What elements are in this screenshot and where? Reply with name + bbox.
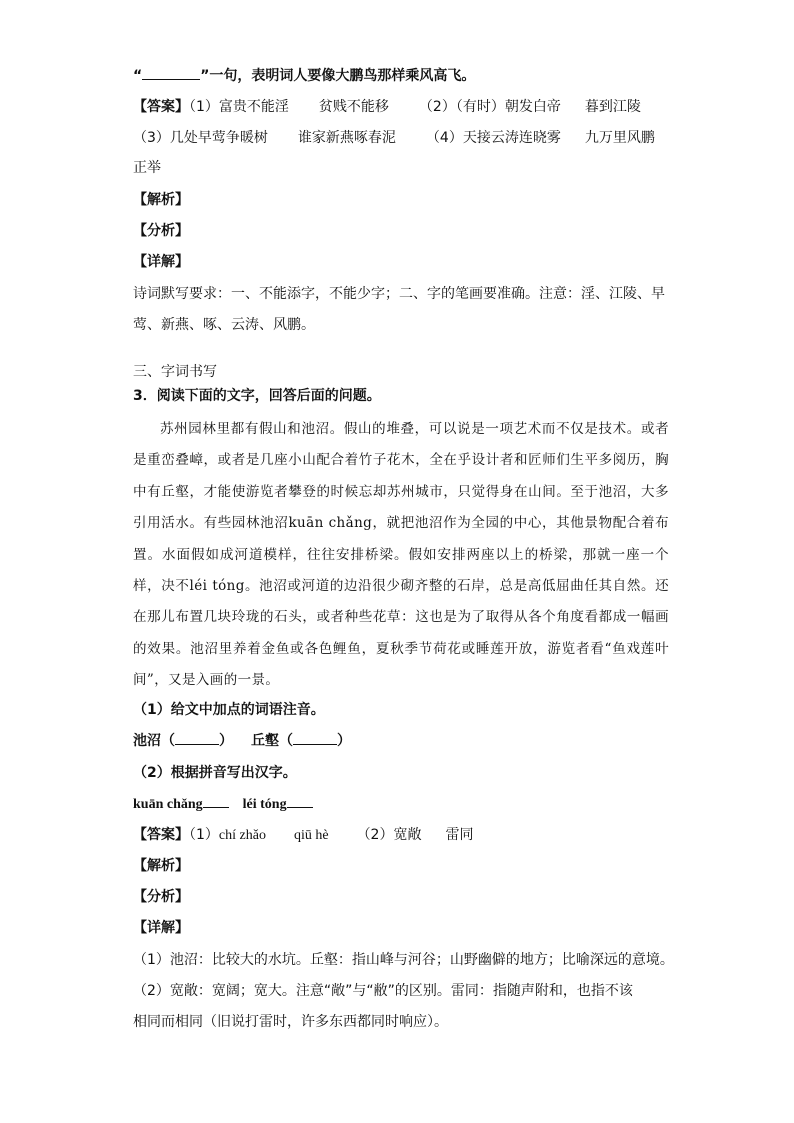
answer-part: （1）富贵不能淫 bbox=[189, 99, 289, 115]
word-item: 丘壑（ bbox=[251, 733, 293, 749]
answer-part: （4）天接云涛连晓雾 bbox=[425, 130, 561, 146]
analysis-label: 【解析】 bbox=[133, 858, 189, 874]
answer-part: （2）宽敞 bbox=[356, 827, 422, 843]
close-paren: ） bbox=[337, 733, 351, 749]
answer-part: qiū hè bbox=[293, 828, 329, 843]
close-paren: ） bbox=[219, 733, 233, 749]
section-title: 三、字词书写 bbox=[133, 364, 217, 380]
answer-part: 谁家新燕啄春泥 bbox=[297, 130, 396, 146]
detail-label: 【详解】 bbox=[133, 254, 189, 270]
answer-part: 贫贱不能移 bbox=[318, 99, 389, 115]
pinyin-item: kuān chǎng bbox=[133, 797, 203, 812]
open-quote: “ bbox=[133, 68, 143, 84]
reading-passage: 苏州园林里都有假山和池沼。假山的堆叠，可以说是一项艺术而不仅是技术。或者是重峦叠嶂，或者是几座小山配合着竹子花木，全在乎设计者和匠师们生平多阅历，胸中有丘壑，才能使游览者攀登的时候忘却苏州城市，只觉得身在山间。至于池沼，大多引用活水。有些园林池沼kuān chǎng，就把池沼作为全园的中心，其他景物配合着布置。水面假如成河道模样，往往安排桥梁。假如安排两座以上的桥梁，那就一座一个样，决不léi tóng。池沼或河道的边沿很少砌齐整的石岸，总是高低屈曲任其自然。还在那儿布置几块玲珑的石头，或者种些花草：这也是为了取得从各个角度看都成一幅画的效果。池沼里养着金鱼或各色鲤鱼，夏秋季节荷花或睡莲开放，游览者看“鱼戏莲叶间”，又是入画的一景。 bbox=[133, 421, 669, 689]
answer-part: 九万里风鹏 bbox=[584, 130, 655, 146]
pinyin-items bbox=[133, 794, 313, 815]
answer-part: （1） bbox=[189, 827, 219, 843]
answer-part: 暮到江陵 bbox=[584, 99, 641, 115]
question-title: 3．阅读下面的文字，回答后面的问题。 bbox=[133, 388, 381, 404]
detail-text: 莺、新燕、啄、云涛、风鹏。 bbox=[133, 317, 315, 333]
detail-text: （1）池沼：比较大的水坑。丘壑：指山峰与河谷；山野幽僻的地方；比喻深远的意境。 bbox=[133, 952, 674, 968]
subquestion-1-items bbox=[133, 731, 351, 751]
fill-blank bbox=[203, 807, 229, 808]
detail-label: 【详解】 bbox=[133, 920, 189, 936]
section3-answer-line bbox=[133, 825, 473, 846]
fenxi-label: 【分析】 bbox=[133, 223, 189, 239]
subquestion-2: （2）根据拼音写出汉字。 bbox=[133, 765, 297, 781]
q2-question-continuation bbox=[133, 66, 475, 86]
answer-part: 正举 bbox=[133, 160, 161, 176]
answer-label: 【答案】 bbox=[133, 827, 189, 843]
answer-part: chí zhǎo bbox=[218, 828, 266, 843]
answer-part: （3）几处早莺争暖树 bbox=[133, 130, 268, 146]
subquestion-1: （1）给文中加点的词语注音。 bbox=[133, 702, 325, 718]
analysis-label: 【解析】 bbox=[133, 192, 189, 208]
detail-text: （2）宽敞：宽阔；宽大。注意“敞”与“敝”的区别。雷同：指随声附和，也指不该 bbox=[133, 983, 633, 999]
pinyin-item: léi tóng bbox=[242, 797, 287, 812]
fill-blank bbox=[142, 79, 200, 80]
answer-part: 雷同 bbox=[445, 827, 474, 843]
fenxi-label: 【分析】 bbox=[133, 889, 189, 905]
detail-text: 诗词默写要求：一、不能添字，不能少字；二、字的笔画要准确。注意：淫、江陵、早 bbox=[133, 286, 665, 302]
q2-answer-line-2 bbox=[133, 128, 655, 148]
fill-blank bbox=[287, 807, 313, 808]
fill-blank bbox=[175, 744, 219, 745]
answer-part: （2）（有时）朝发白帝 bbox=[418, 99, 561, 115]
answer-label: 【答案】 bbox=[133, 99, 189, 115]
q2-answer-line-1 bbox=[133, 97, 641, 117]
word-item: 池沼（ bbox=[133, 733, 175, 749]
question-text: ”一句，表明词人要像大鹏鸟那样乘风高飞。 bbox=[200, 68, 476, 84]
detail-text: 相同而相同（旧说打雷时，许多东西都同时响应）。 bbox=[133, 1014, 448, 1030]
fill-blank bbox=[293, 744, 337, 745]
